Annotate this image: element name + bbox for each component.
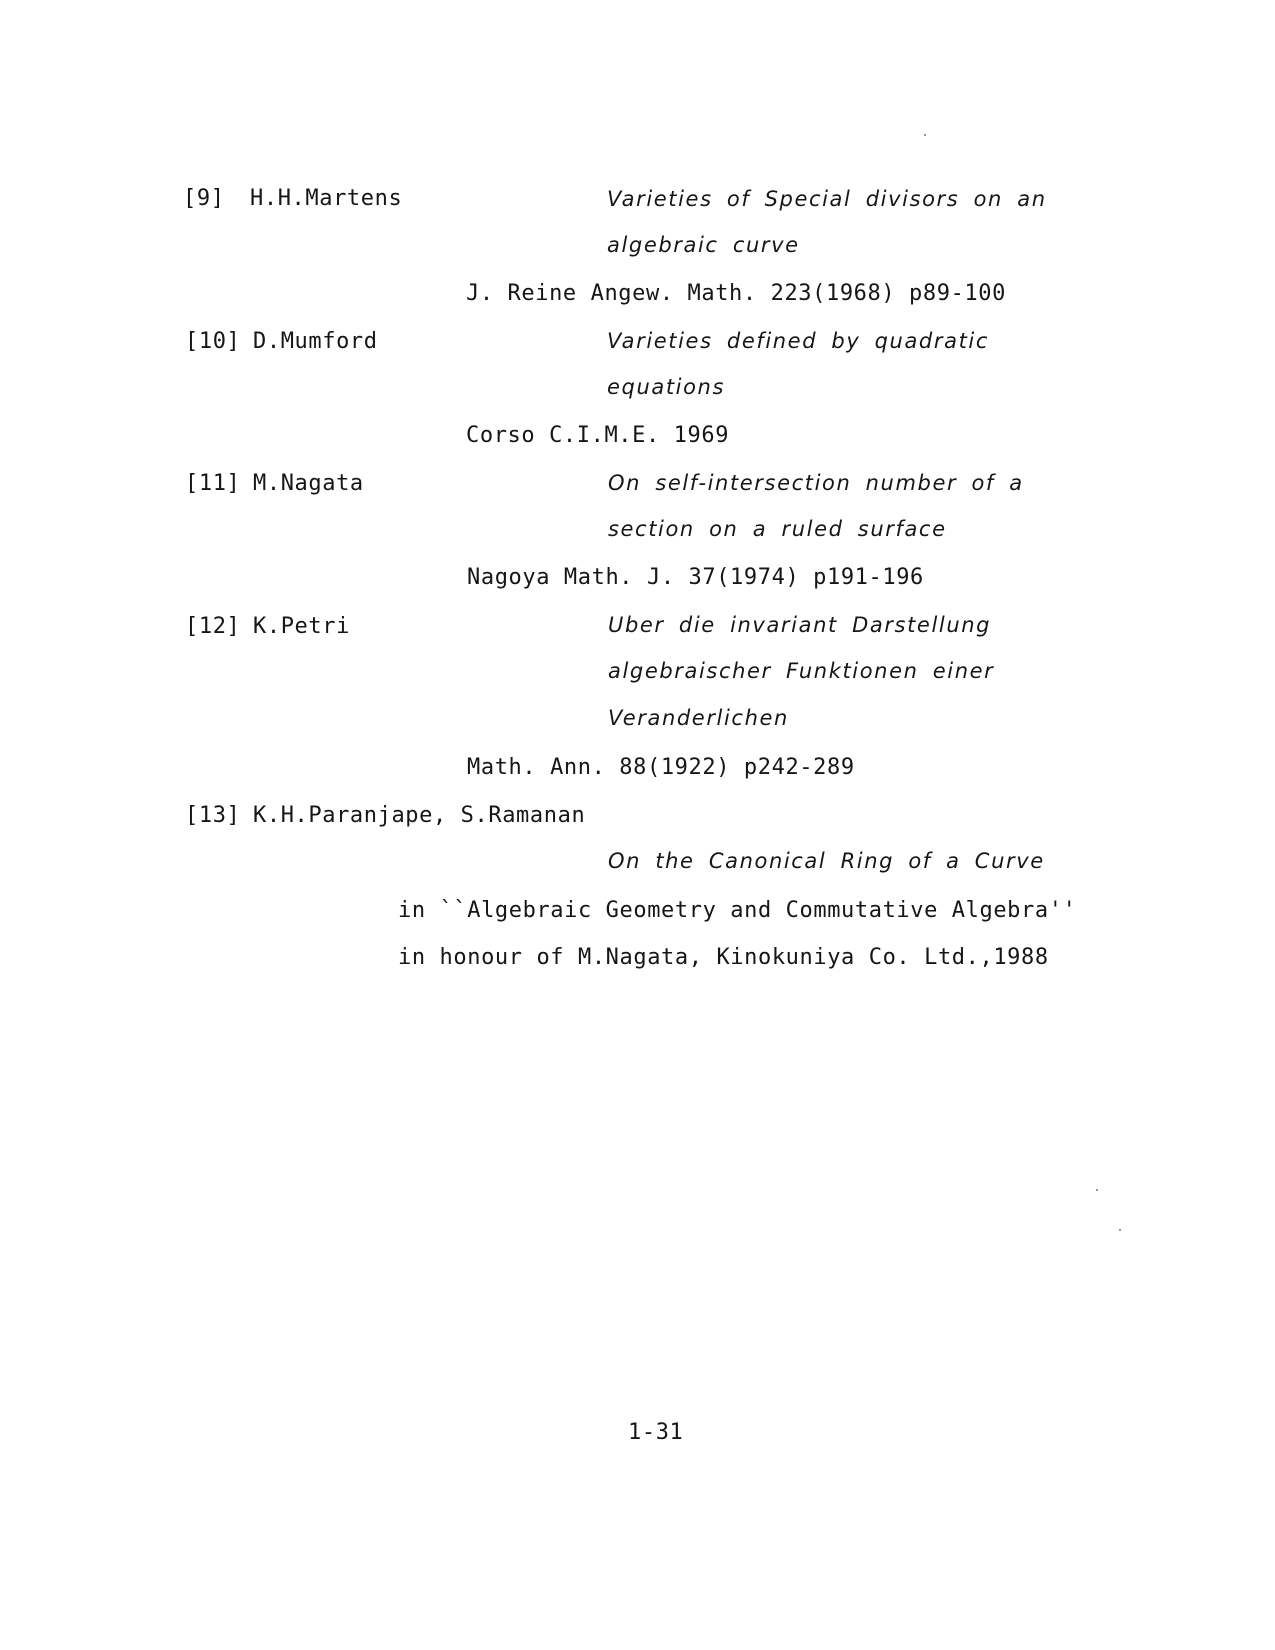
ref-12-author: K.Petri [253, 614, 350, 639]
ref-12-title-line-1: Uber die invariant Darstellung [608, 613, 992, 637]
ref-10-author: D.Mumford [253, 329, 378, 354]
ref-9-title-line-1: Varieties of Special divisors on an [607, 187, 1047, 211]
scan-speck [1119, 1229, 1121, 1231]
ref-12-source: Math. Ann. 88(1922) p242-289 [467, 755, 855, 780]
ref-11-source: Nagoya Math. J. 37(1974) p191-196 [467, 565, 924, 590]
ref-12-title-line-3: Veranderlichen [608, 706, 789, 730]
ref-9-title-line-2: algebraic curve [607, 233, 800, 257]
ref-10-label: [10] [185, 329, 241, 354]
ref-9-label: [9] [183, 186, 225, 211]
ref-9-source: J. Reine Angew. Math. 223(1968) p89-100 [466, 281, 1006, 306]
ref-12-label: [12] [185, 614, 241, 639]
scan-speck [1096, 1189, 1098, 1191]
page-number: 1-31 [628, 1420, 684, 1445]
ref-12-title-line-2: algebraischer Funktionen einer [608, 659, 995, 683]
ref-11-label: [11] [185, 471, 241, 496]
ref-13-title-line-1: On the Canonical Ring of a Curve [608, 849, 1045, 873]
ref-9-author: H.H.Martens [250, 186, 403, 211]
ref-10-title-line-1: Varieties defined by quadratic [607, 329, 989, 353]
ref-13-author: K.H.Paranjape, S.Ramanan [253, 803, 586, 828]
ref-10-title-line-2: equations [607, 375, 725, 399]
ref-11-title-line-1: On self-intersection number of a [608, 471, 1024, 495]
ref-10-source: Corso C.I.M.E. 1969 [466, 423, 730, 448]
ref-11-author: M.Nagata [253, 471, 364, 496]
ref-11-title-line-2: section on a ruled surface [608, 517, 947, 541]
ref-13-source-line-2: in honour of M.Nagata, Kinokuniya Co. Ltd.,1988 [398, 945, 1049, 970]
ref-13-source-line-1: in ``Algebraic Geometry and Commutative Algebra'' [398, 898, 1077, 923]
scan-speck [924, 134, 926, 136]
ref-13-label: [13] [185, 803, 241, 828]
